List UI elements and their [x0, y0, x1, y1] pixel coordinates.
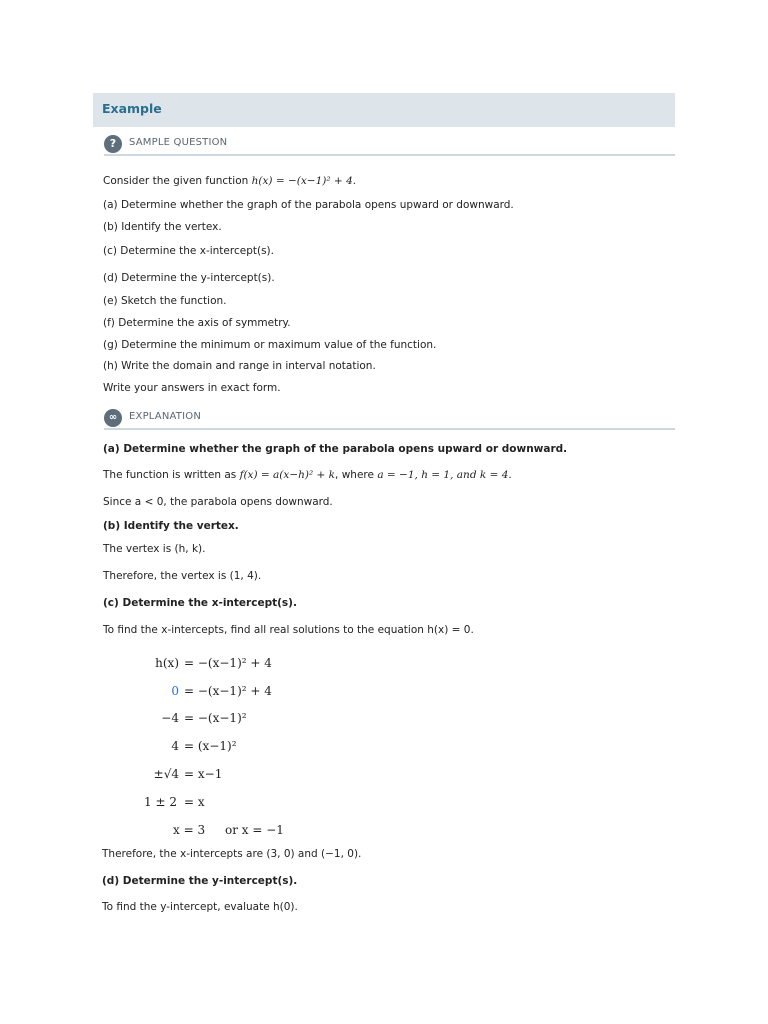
question-icon: ?	[104, 135, 122, 153]
step-lhs: ±√4	[153, 767, 179, 781]
question-part: (g) Determine the minimum or maximum value of the function.	[103, 339, 437, 351]
step-rhs: or x = −1	[225, 823, 284, 837]
sample-question-header	[104, 134, 675, 156]
step-lhs: x = 3	[173, 823, 206, 837]
part-b-heading: (b) Identify the vertex.	[103, 520, 239, 532]
step-lhs: −4	[161, 711, 179, 725]
question-intro	[103, 175, 356, 187]
step-rhs: = −(x−1)²	[184, 711, 247, 725]
part-a-heading: (a) Determine whether the graph of the parabola opens upward or downward.	[103, 443, 568, 455]
example-title: Example	[102, 101, 162, 116]
part-b-line1: The vertex is (h, k).	[103, 543, 206, 555]
part-a-line1-mid: , where	[335, 469, 378, 481]
example-header	[93, 93, 675, 127]
vertex-form-formula: f(x) = a(x−h)² + k	[239, 469, 336, 481]
question-intro-text: Consider the given function	[103, 175, 252, 187]
step-lhs: h(x)	[155, 656, 179, 670]
question-part: (f) Determine the axis of symmetry.	[103, 317, 291, 329]
step-rhs: = −(x−1)² + 4	[184, 656, 272, 670]
step-lhs: 1 ± 2	[144, 795, 177, 809]
question-closing: Write your answers in exact form.	[103, 382, 281, 394]
part-b-line2: Therefore, the vertex is (1, 4).	[103, 570, 262, 582]
question-part: (b) Identify the vertex.	[103, 221, 222, 233]
question-part: (e) Sketch the function.	[103, 295, 227, 307]
part-c-heading: (c) Determine the x-intercept(s).	[103, 597, 297, 609]
part-c-result: Therefore, the x-intercepts are (3, 0) and (−1, 0).	[102, 848, 362, 860]
part-c-intro: To find the x-intercepts, find all real solutions to the equation h(x) = 0.	[103, 624, 474, 636]
part-d-heading: (d) Determine the y-intercept(s).	[102, 875, 298, 887]
question-part: (a) Determine whether the graph of the parabola opens upward or downward.	[103, 199, 514, 211]
step-rhs: = (x−1)²	[184, 739, 237, 753]
step-rhs: = −(x−1)² + 4	[184, 684, 272, 698]
sample-question-label: SAMPLE QUESTION	[129, 137, 228, 148]
part-a-line2: Since a < 0, the parabola opens downward.	[103, 496, 333, 508]
question-part: (c) Determine the x-intercept(s).	[103, 245, 274, 257]
step-rhs: = x−1	[184, 767, 223, 781]
question-function: h(x) = −(x−1)² + 4.	[251, 175, 357, 187]
infinity-icon: ∞	[104, 409, 122, 427]
step-lhs: 4	[171, 739, 179, 753]
explanation-header	[104, 408, 675, 430]
part-a-values: a = −1, h = 1, and k = 4.	[377, 469, 512, 481]
part-a-line1	[103, 469, 512, 481]
part-d-intro: To find the y-intercept, evaluate h(0).	[102, 901, 298, 913]
question-part: (h) Write the domain and range in interval notation.	[103, 360, 376, 372]
question-part: (d) Determine the y-intercept(s).	[103, 272, 275, 284]
step-rhs: = x	[184, 795, 205, 809]
part-a-line1-pre: The function is written as	[103, 469, 240, 481]
step-lhs: 0	[171, 684, 179, 698]
explanation-label: EXPLANATION	[129, 411, 201, 422]
